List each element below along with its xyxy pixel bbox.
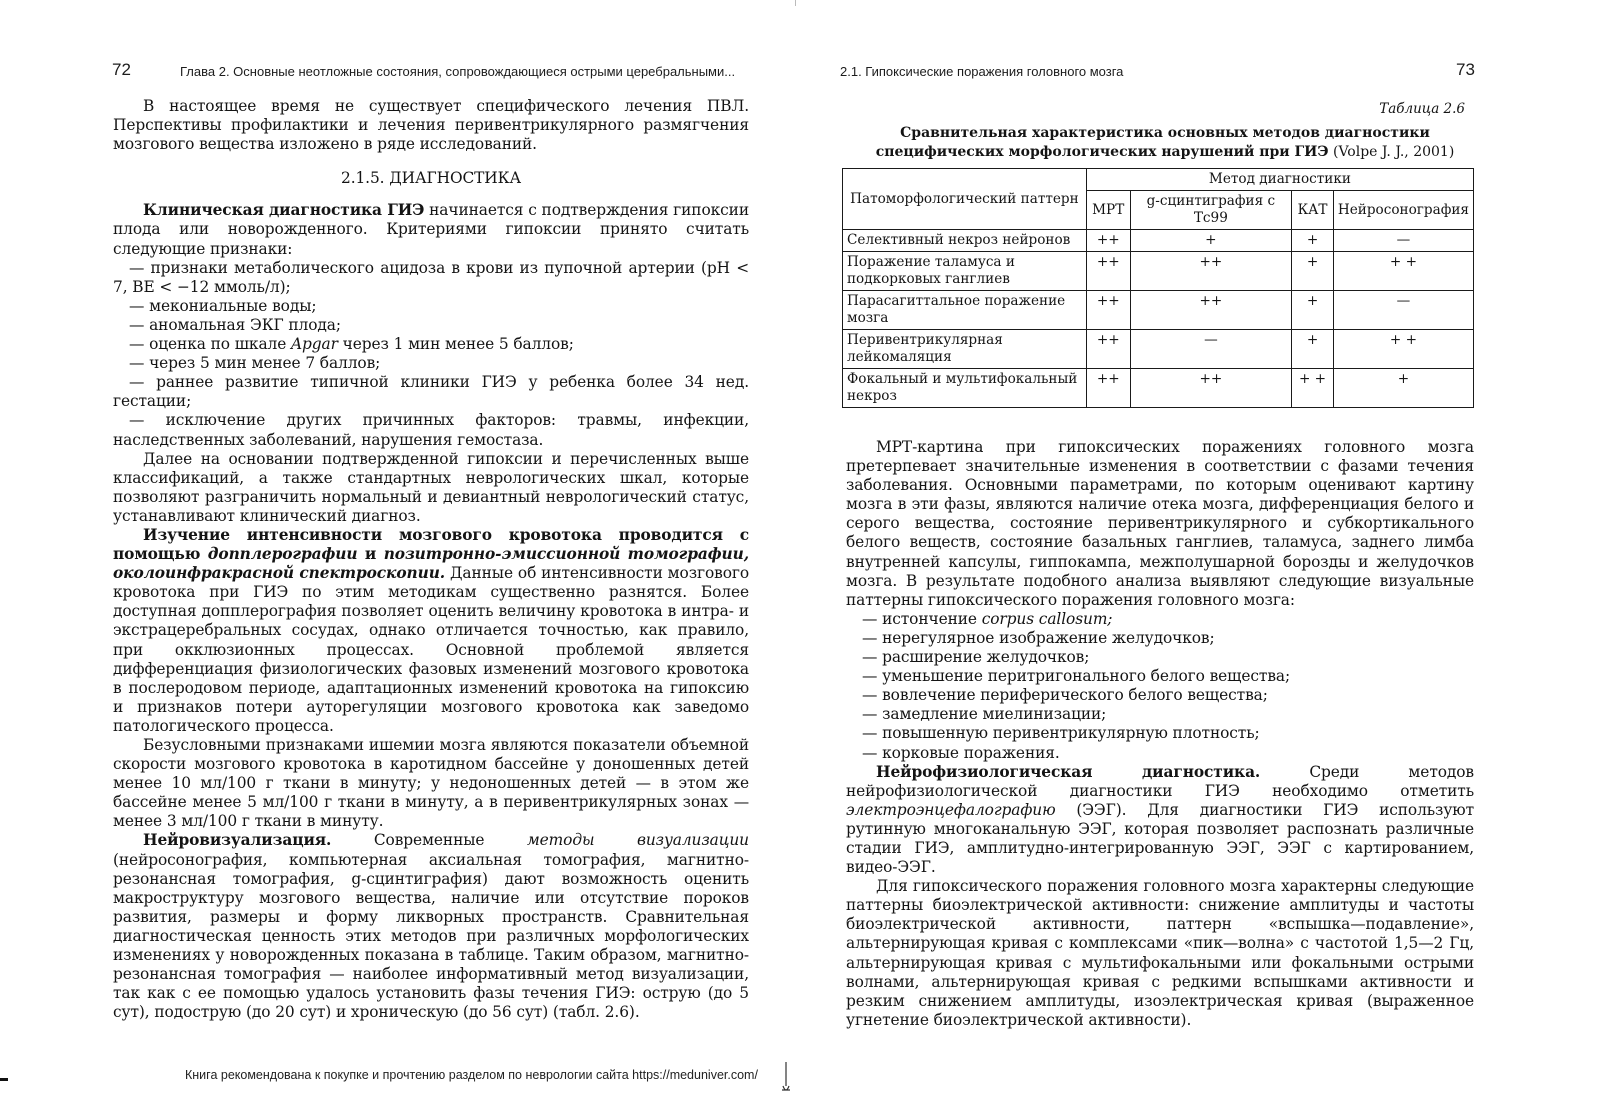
col-cat: КАТ xyxy=(1292,191,1334,230)
flow-lead: Изучение интенсивности мозгового кровотока проводится с помощью xyxy=(113,525,749,564)
cell-neurosonography: + + xyxy=(1333,330,1473,369)
cell-cat: + xyxy=(1292,252,1334,291)
eeg-paragraph: Для гипоксического поражения головного мозга характерны следующие паттерны биоэлектрической активности: снижение амплитуды и частоты биоэлектрической активности, паттерн «вспышка—подавление», альтернирующая кривая с комплексами «пик—волна» с частотой 1,5—2 Гц, альтернирующая кривая с мультифокальными или фокальными острыми волнами, альтернирующая кривая с редкими вспышками активности и резким снижением амплитуды, изоэлектрическая кривая (выраженное угнетение биоэлектрической активности). xyxy=(846,877,1474,1029)
eeg-term: электроэнцефалографию xyxy=(846,800,1056,819)
ischemia-paragraph: Безусловными признаками ишемии мозга являются показатели объемной скорости мозгового кровотока в каротидном бассейне у доношенных детей менее 10 мл/100 г ткани в минуту; у недоношенных детей — в этом же бассейне менее 5 мл/100 г ткани в минуту, а в перивентрикулярных зонах — менее 3 мл/100 г ткани в минуту. xyxy=(113,736,749,831)
cell-cat: + + xyxy=(1292,369,1334,408)
clinical-paragraph xyxy=(113,201,749,258)
neurophysiology-paragraph xyxy=(846,763,1474,878)
table-row xyxy=(843,330,1474,369)
table-row xyxy=(843,369,1474,408)
running-head-left: Глава 2. Основные неотложные состояния, сопровождающиеся острыми церебральными... xyxy=(180,64,736,79)
cell-scintigraphy: ++ xyxy=(1130,369,1292,408)
mri-paragraph: МРТ-картина при гипоксических поражениях головного мозга претерпевает значительные изменения в соответствии с фазами течения заболевания. Основными параметрами, по которым оценивают картину мозга в эти фазы, являются наличие отека мозга, дифференциация белого и серого вещества, состояние перивентрикулярного и субкортикального белого веществ, состояние базальных ганглиев, таламуса, заднего лимба внутренней капсулы, гиппокампа, межполушарной борозды и желудочков мозга. В результате подобного анализа выявляют следующие визуальные паттерны гипоксического поражения головного мозга: xyxy=(846,438,1474,609)
running-head-right: 2.1. Гипоксические поражения головного мозга xyxy=(840,64,1124,79)
neuro-text: (нейросонография, компьютерная аксиальная томография, магнитно-резонансная томография, g-сцинтиграфия) дают возможность оценить макроструктуру мозгового вещества, наличие или отсутствие пороков развития, размеры и форму ликворных пространств. Сравнительная диагностическая ценность этих методов при различных морфологических изменениях у новорожденных показана в таблице. Таким образом, магнитно-резонансная томография — наиболее информативный метод визуализации, так как с ее помощью удалось установить фазы течения ГИЭ: острую (до 5 сут), подострую (до 20 сут) и хроническую (до 56 сут) (табл. 2.6). xyxy=(113,850,749,1022)
right-page xyxy=(800,0,1600,1114)
corner-mark xyxy=(0,1078,8,1081)
cell-neurosonography: — xyxy=(1333,291,1473,330)
criteria-item: — раннее развитие типичной клиники ГИЭ у ребенка более 34 нед. гестации; xyxy=(113,373,749,411)
pattern-item xyxy=(846,610,1474,629)
cell-mri: ++ xyxy=(1086,369,1130,408)
col-mri: МРТ xyxy=(1086,191,1130,230)
header-pattern: Патоморфологический паттерн xyxy=(843,169,1087,230)
left-text-column xyxy=(113,97,749,1022)
clinical-text: начинается с подтверждения гипоксии плода или новорожденного. Критериями гипоксии принято считать следующие признаки: xyxy=(113,201,749,258)
neurophys-text: Среди методов нейрофизиологической диагностики ГИЭ необходимо отметить xyxy=(846,762,1475,800)
row-pattern: Парасагиттальное поражение мозга xyxy=(843,291,1087,330)
criteria-item: — признаки метаболического ацидоза в крови из пупочной артерии (рН < 7, ВЕ < −12 ммоль/л); xyxy=(113,258,749,296)
apgar-term: Apgar xyxy=(291,335,338,354)
neuro-text: Современные xyxy=(331,831,527,850)
clinical-lead: Клиническая диагностика ГИЭ xyxy=(143,201,425,220)
flow-conj: и xyxy=(357,545,384,564)
row-pattern: Фокальный и мультифокальный некроз xyxy=(843,369,1087,408)
right-text-column xyxy=(846,438,1474,1030)
pattern-text: — истончение xyxy=(862,609,982,628)
table-number: Таблица 2.6 xyxy=(1379,101,1465,117)
row-pattern: Перивентрикулярная лейкомаляция xyxy=(843,330,1087,369)
flow-term: позитронно-эмиссионной томографии, околоинфракрасной спектроскопии. xyxy=(113,545,749,583)
criteria-text: — оценка по шкале xyxy=(129,335,291,354)
pattern-item: — корковые поражения. xyxy=(862,743,1060,762)
cell-cat: + xyxy=(1292,291,1334,330)
criteria-item: — аномальная ЭКГ плода; xyxy=(129,315,341,334)
pattern-item: — нерегулярное изображение желудочков; xyxy=(862,628,1215,647)
table-row xyxy=(843,291,1474,330)
neurophys-text: (ЭЭГ). Для диагностики ГИЭ используют рутинную многоканальную ЭЭГ, которая позволяет распознать различные стадии ГИЭ, амплитудно-интегрированную ЭЭГ, ЭЭГ с картированием, видео-ЭЭГ. xyxy=(846,800,1474,877)
criteria-item: — исключение других причинных факторов: травмы, инфекции, наследственных заболеваний, нарушения гемостаза. xyxy=(113,411,749,449)
page-number-right: 73 xyxy=(1456,60,1475,79)
cell-neurosonography: + xyxy=(1333,369,1473,408)
cell-cat: + xyxy=(1292,330,1334,369)
cell-cat: + xyxy=(1292,230,1334,252)
row-pattern: Селективный некроз нейронов xyxy=(843,230,1087,252)
intro-paragraph: В настоящее время не существует специфического лечения ПВЛ. Перспективы профилактики и лечения перивентрикулярного размягчения мозгового вещества изложено в ряде исследований. xyxy=(113,97,749,154)
binder-clip-icon xyxy=(780,1060,792,1096)
neuro-term: методы визуализации xyxy=(526,831,749,850)
col-scintigraphy: g-сцинтиграфия с Тс99 xyxy=(1130,191,1292,230)
cell-mri: ++ xyxy=(1086,291,1130,330)
table-title xyxy=(840,124,1490,162)
flow-text: Данные об интенсивности мозгового кровотока при ГИЭ по этим методикам существенно разнятся. Более доступная допплерография позволяет оценить величину кровотока в интра- и экстрацеребральных сосудах, однако отличается точностью, как правило, при окклюзионных процессах. Основной проблемой является дифференциация физиологических фазовых изменений мозгового кровотока в послеродовом периоде, адаптационных изменений кровотока на гипоксию и признаков потери ауторегуляции мозгового кровотока как заведомо патологического процесса. xyxy=(113,564,749,735)
blood-flow-paragraph xyxy=(113,526,749,736)
table-title-text: Сравнительная характеристика основных методов диагностики специфических морфологических нарушений при ГИЭ xyxy=(875,125,1430,160)
section-heading: 2.1.5. ДИАГНОСТИКА xyxy=(341,169,521,188)
cell-scintigraphy: + xyxy=(1130,230,1292,252)
pattern-item: — уменьшение перитригонального белого вещества; xyxy=(862,667,1291,686)
table-row xyxy=(843,230,1474,252)
cell-scintigraphy: — xyxy=(1130,330,1292,369)
table-title-ref: (Volpe J. J., 2001) xyxy=(1328,144,1455,160)
pattern-item: — вовлечение периферического белого вещества; xyxy=(862,686,1268,705)
diagnosis-paragraph: Далее на основании подтвержденной гипоксии и перечисленных выше классификаций, а также стандартных неврологических шкал, которые позволяют разграничить нормальный и девиантный неврологический статус, устанавливают клинический диагноз. xyxy=(113,449,749,525)
criteria-item xyxy=(113,335,749,354)
cell-mri: ++ xyxy=(1086,230,1130,252)
neuro-lead: Нейровизуализация. xyxy=(143,831,332,850)
criteria-item: — через 5 мин менее 7 баллов; xyxy=(129,354,381,373)
col-neurosonography: Нейросонография xyxy=(1333,191,1473,230)
cell-mri: ++ xyxy=(1086,252,1130,291)
pattern-item: — расширение желудочков; xyxy=(862,648,1090,667)
cell-mri: ++ xyxy=(1086,330,1130,369)
cell-neurosonography: — xyxy=(1333,230,1473,252)
table-header-row xyxy=(843,169,1474,191)
cell-scintigraphy: ++ xyxy=(1130,291,1292,330)
row-pattern: Поражение таламуса и подкорковых ганглиев xyxy=(843,252,1087,291)
footer-note: Книга рекомендована к покупке и прочтению разделом по неврологии сайта https://meduniver.com/ xyxy=(185,1068,758,1082)
criteria-item: — мекониальные воды; xyxy=(129,296,317,315)
pattern-item: — замедление миелинизации; xyxy=(862,705,1107,724)
neurophys-lead: Нейрофизиологическая диагностика. xyxy=(876,762,1261,781)
pattern-item: — повышенную перивентрикулярную плотность; xyxy=(862,724,1260,743)
cell-scintigraphy: ++ xyxy=(1130,252,1292,291)
corpus-callosum-term: corpus callosum; xyxy=(981,609,1113,628)
flow-term: допплерографии xyxy=(207,545,358,564)
criteria-text: через 1 мин менее 5 баллов; xyxy=(337,335,574,354)
neuroimaging-paragraph xyxy=(113,831,749,1022)
table-row xyxy=(843,252,1474,291)
header-method: Метод диагностики xyxy=(1086,169,1473,191)
diagnostics-table xyxy=(842,168,1474,408)
cell-neurosonography: + + xyxy=(1333,252,1473,291)
page-number-left: 72 xyxy=(112,60,131,79)
